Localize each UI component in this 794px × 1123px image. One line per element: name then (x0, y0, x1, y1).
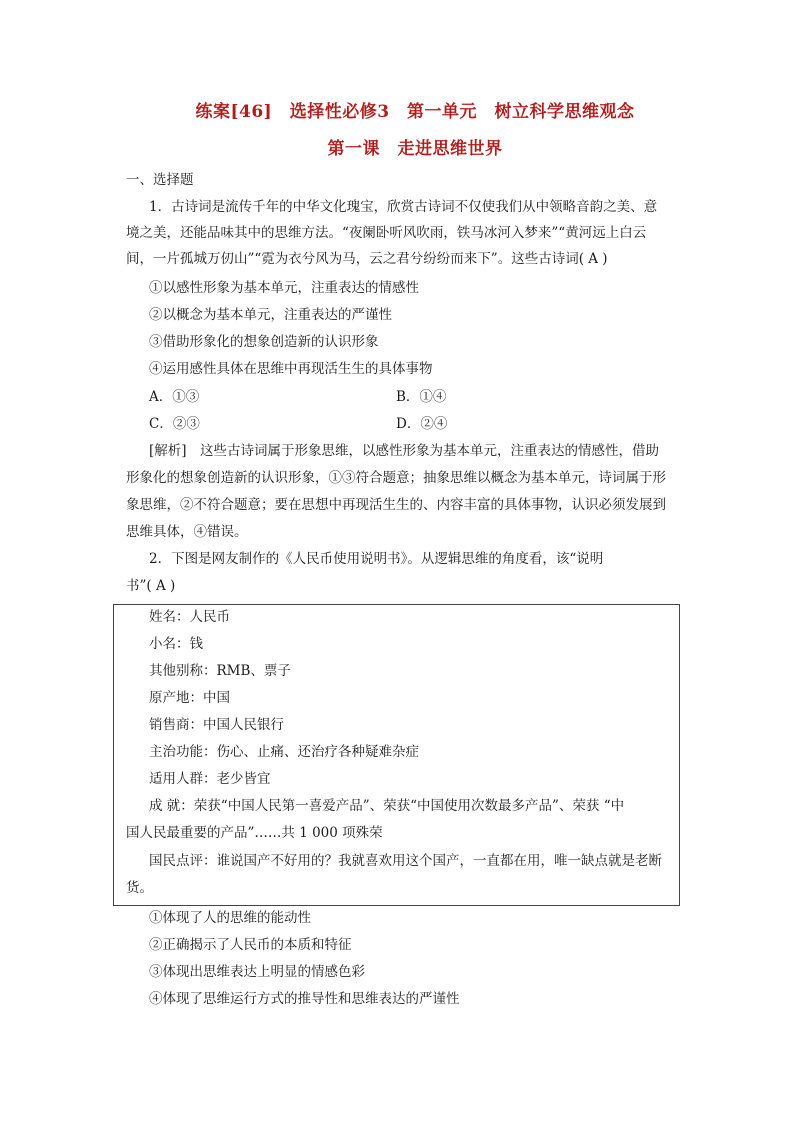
q1-item: ①以感性形象为基本单元，注重表达的情感性 (149, 280, 419, 296)
box-line: 姓名：人民币 (149, 609, 230, 625)
box-line: 小名：钱 (149, 636, 203, 652)
q1-analysis-line: 思维具体，④错误。 (126, 524, 248, 540)
q2-item: ②正确揭示了人民币的本质和特征 (149, 937, 352, 953)
box-line: 货。 (126, 880, 153, 896)
q2-item: ③体现出思维表达上明显的情感色彩 (149, 964, 365, 980)
q2-item: ①体现了人的思维的能动性 (149, 910, 311, 926)
box-line: 国民点评：谁说国产不好用的？我就喜欢用这个国产，一直都在用，唯一缺点就是老断 (149, 853, 662, 869)
box-line: 主治功能：伤心、止痛、还治疗各种疑难杂症 (149, 744, 419, 760)
q2-stem-line: 2．下图是网友制作的《人民币使用说明书》。从逻辑思维的角度看，该“说明 (149, 551, 604, 567)
q2-item: ④体现了思维运行方式的推导性和思维表达的严谨性 (149, 991, 460, 1007)
section-heading: 一、选择题 (126, 172, 194, 188)
box-line: 其他别称：RMB、票子 (149, 663, 291, 679)
page-title: 练案[46] 选择性必修3 第一单元 树立科学思维观念 (195, 102, 635, 122)
q2-stem-line: 书”( A ) (126, 578, 176, 594)
q1-stem-line: 间，一片孤城万仞山”“霓为衣兮风为马，云之君兮纷纷而来下”。这些古诗词( A ) (126, 251, 608, 267)
q1-analysis-line: [解析] 这些古诗词属于形象思维，以感性形象为基本单元，注重表达的情感性，借助 (149, 443, 660, 459)
q1-option-b: B．①④ (396, 389, 447, 405)
box-line: 适用人群：老少皆宜 (149, 771, 271, 787)
q1-option-d: D．②④ (396, 416, 448, 432)
q1-option-a: A．①③ (149, 389, 200, 405)
q1-stem-line: 境之美，还能品味其中的思维方法。“夜阑卧听风吹雨，铁马冰河入梦来”“黄河远上白云 (126, 225, 647, 241)
q1-item: ②以概念为基本单元，注重表达的严谨性 (149, 307, 392, 323)
box-line: 国人民最重要的产品”……共 1 000 项殊荣 (126, 825, 383, 841)
q1-analysis-line: 形象化的想象创造新的认识形象，①③符合题意；抽象思维以概念为基本单元，诗词属于形 (126, 470, 666, 486)
box-line: 销售商：中国人民银行 (149, 717, 284, 733)
box-line: 成 就：荣获“中国人民第一喜爱产品”、荣获“中国使用次数最多产品”、荣获 “中 (149, 798, 625, 814)
q1-option-c: C．②③ (149, 416, 200, 432)
lesson-title: 第一课 走进思维世界 (327, 139, 503, 159)
q1-item: ③借助形象化的想象创造新的认识形象 (149, 334, 379, 350)
box-line: 原产地：中国 (149, 690, 230, 706)
q1-analysis-line: 象思维，②不符合题意；要在思想中再现活生生的、内容丰富的具体事物，认识必须发展到 (126, 497, 666, 513)
q1-item: ④运用感性具体在思维中再现活生生的具体事物 (149, 361, 433, 377)
q1-stem-line: 1．古诗词是流传千年的中华文化瑰宝，欣赏古诗词不仅使我们从中领略音韵之美、意 (149, 199, 658, 215)
